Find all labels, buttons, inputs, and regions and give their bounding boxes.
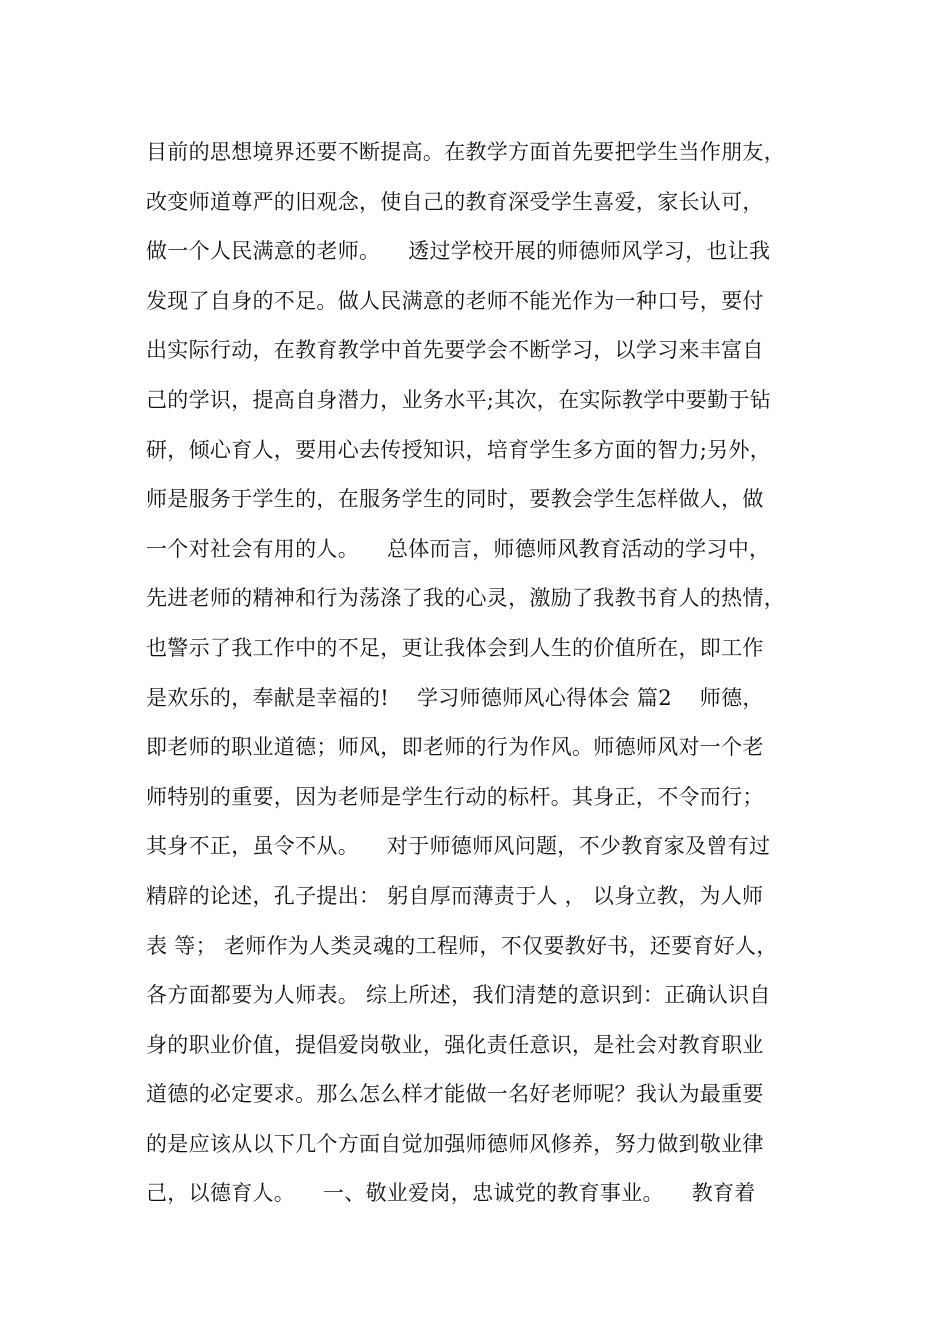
text-line: 其身不正，虽令不从。 对于师德师风问题，不少教育家及曾有过 [146,834,771,859]
text-line: 一个对社会有用的人。 总体而言，师德师风教育活动的学习中， [146,536,771,561]
text-line: 精辟的论述，孔子提出： 躬自厚而薄责于人 ， 以身立教，为人师 [146,883,764,908]
text-line: 身的职业价值，提倡爱岗敬业，强化责任意识，是社会对教育职业 [146,1032,764,1057]
text-line: 发现了自身的不足。做人民满意的老师不能光作为一种口号，要付 [146,288,764,313]
text-line: 表 等； 老师作为人类灵魂的工程师，不仅要教好书，还要育好人， [146,933,778,958]
text-line: 改变师道尊严的旧观念，使自己的教育深受学生喜爱，家长认可， [146,189,764,214]
text-line: 的是应该从以下几个方面自觉加强师德师风修养，努力做到敬业律 [146,1131,764,1156]
text-line: 目前的思想境界还要不断提高。在教学方面首先要把学生当作朋友， [146,140,785,164]
text-line: 己，以德育人。 一、敬业爱岗，忠诚党的教育事业。 教育着 [146,1181,756,1206]
text-line: 先进老师的精神和行为荡涤了我的心灵，激励了我教书育人的热情， [146,586,785,611]
text-line: 出实际行动，在教育教学中首先要学会不断学习，以学习来丰富自 [146,338,764,363]
text-line: 各方面都要为人师表。 综上所述，我们清楚的意识到：正确认识自 [146,983,771,1008]
text-line: 己的学识，提高自身潜力，业务水平;其次，在实际教学中要勤于钻 [146,387,772,412]
text-line: 是欢乐的，奉献是幸福的! 学习师德师风心得体会 篇2 师德， [146,685,764,710]
text-line: 即老师的职业道德；师风，即老师的行为作风。师德师风对一个老 [146,735,764,760]
body-text [146,128,836,1219]
text-line: 做一个人民满意的老师。 透过学校开展的师德师风学习，也让我 [146,239,771,264]
text-line: 师是服务于学生的，在服务学生的同时，要教会学生怎样做人，做 [146,487,764,512]
text-line: 也警示了我工作中的不足，更让我体会到人生的价值所在，即工作 [146,635,764,660]
text-line: 道德的必定要求。那么怎么样才能做一名好老师呢？我认为最重要 [146,1082,764,1107]
text-line: 师特别的重要，因为老师是学生行动的标杆。其身正，不令而行； [146,784,764,809]
text-line: 研，倾心育人，要用心去传授知识，培育学生多方面的智力;另外， [146,437,772,462]
